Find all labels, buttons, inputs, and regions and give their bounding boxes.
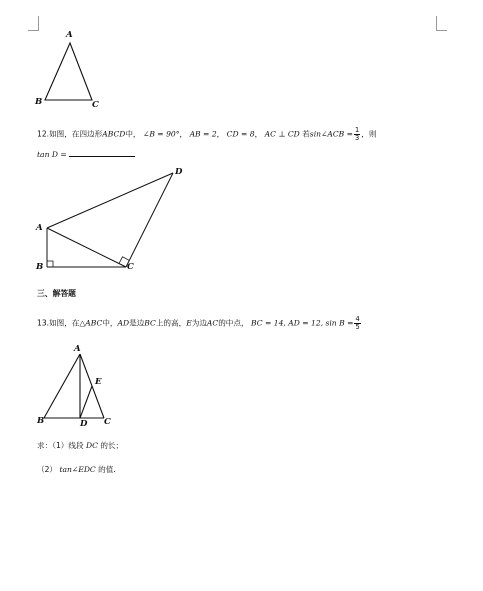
q12-sep: ， bbox=[216, 129, 225, 139]
q12-frac-den: 3 bbox=[355, 134, 360, 142]
segment-ab-13 bbox=[44, 354, 80, 418]
q13-text: 中， bbox=[102, 318, 118, 328]
ask-tan: tan∠EDC bbox=[59, 465, 96, 474]
q12-perp: AC ⊥ CD bbox=[264, 129, 300, 139]
label-d-12: D bbox=[175, 167, 183, 177]
label-a-top: A bbox=[66, 30, 73, 40]
q13-text: 为边 bbox=[191, 318, 207, 328]
label-c-12: C bbox=[127, 262, 134, 272]
triangle-figure-13 bbox=[0, 340, 483, 430]
q12-ab: AB = 2 bbox=[189, 129, 217, 139]
q12-ze: ，则 bbox=[361, 129, 377, 139]
q13-text: 的中点， bbox=[218, 318, 249, 328]
q12-tan-label: tan D = bbox=[37, 150, 67, 159]
question-12-line-1 bbox=[37, 127, 376, 142]
q13-e: E bbox=[186, 318, 192, 328]
q13-text: 上的高， bbox=[155, 318, 187, 328]
q13-fraction bbox=[354, 316, 360, 331]
q13-frac-num: 4 bbox=[355, 315, 360, 323]
ask-2-suffix: 的值. bbox=[98, 465, 116, 474]
segment-ac bbox=[47, 228, 126, 267]
q13-text: 是边 bbox=[129, 318, 145, 328]
section-title: 三、解答题 bbox=[37, 289, 76, 298]
q12-sin-label: sin∠ACB = bbox=[309, 129, 354, 139]
q12-sep: ， bbox=[254, 129, 263, 139]
question-12-line-2 bbox=[37, 148, 135, 160]
q12-frac-num: 1 bbox=[355, 126, 360, 134]
right-angle-b bbox=[47, 261, 53, 267]
label-d-13: D bbox=[80, 419, 88, 429]
q12-fraction bbox=[354, 127, 360, 142]
segment-ad bbox=[47, 173, 173, 228]
label-a-13: A bbox=[74, 344, 81, 354]
ask-line-1 bbox=[37, 441, 123, 451]
q13-intro: 13.如图，在 bbox=[37, 318, 80, 328]
ask-1-suffix: 的长； bbox=[100, 441, 124, 450]
q13-values: BC = 14, AD = 12, sin B = bbox=[251, 318, 354, 328]
q12-angle-b: ∠B = 90° bbox=[142, 129, 180, 139]
triangle-figure-top bbox=[0, 0, 483, 120]
q12-intro: 12.如图，在四边形 bbox=[37, 129, 103, 139]
segment-cd bbox=[126, 173, 173, 267]
ask-line-2 bbox=[37, 465, 116, 475]
segment-de-13 bbox=[80, 386, 92, 418]
ask-1-prefix: 求：（1）线段 bbox=[37, 441, 84, 450]
label-e-13: E bbox=[95, 377, 102, 387]
answer-blank[interactable] bbox=[69, 148, 135, 157]
ask-dc: DC bbox=[86, 441, 98, 450]
q13-bc: BC bbox=[144, 318, 156, 328]
q12-sep: ， bbox=[179, 129, 188, 139]
quadrilateral-figure-12 bbox=[0, 160, 483, 280]
q13-ac: AC bbox=[206, 318, 219, 328]
triangle-abc-top bbox=[45, 43, 92, 100]
q12-quad: ABCD bbox=[102, 129, 126, 139]
q13-triangle: △ABC bbox=[79, 318, 103, 328]
ask-2-prefix: （2） bbox=[37, 465, 58, 474]
q12-cd: CD = 8 bbox=[226, 129, 255, 139]
label-b-13: B bbox=[37, 416, 45, 426]
label-b-top: B bbox=[35, 97, 43, 107]
label-b-12: B bbox=[36, 262, 44, 272]
label-c-top: C bbox=[92, 100, 99, 110]
q13-frac-den: 5 bbox=[355, 323, 360, 331]
label-a-12: A bbox=[36, 223, 43, 233]
q13-ad: AD bbox=[117, 318, 130, 328]
q12-ruo: 若 bbox=[302, 129, 310, 139]
label-c-13: C bbox=[104, 417, 111, 427]
q12-text: 中， bbox=[125, 129, 141, 139]
question-13-line bbox=[37, 316, 362, 331]
